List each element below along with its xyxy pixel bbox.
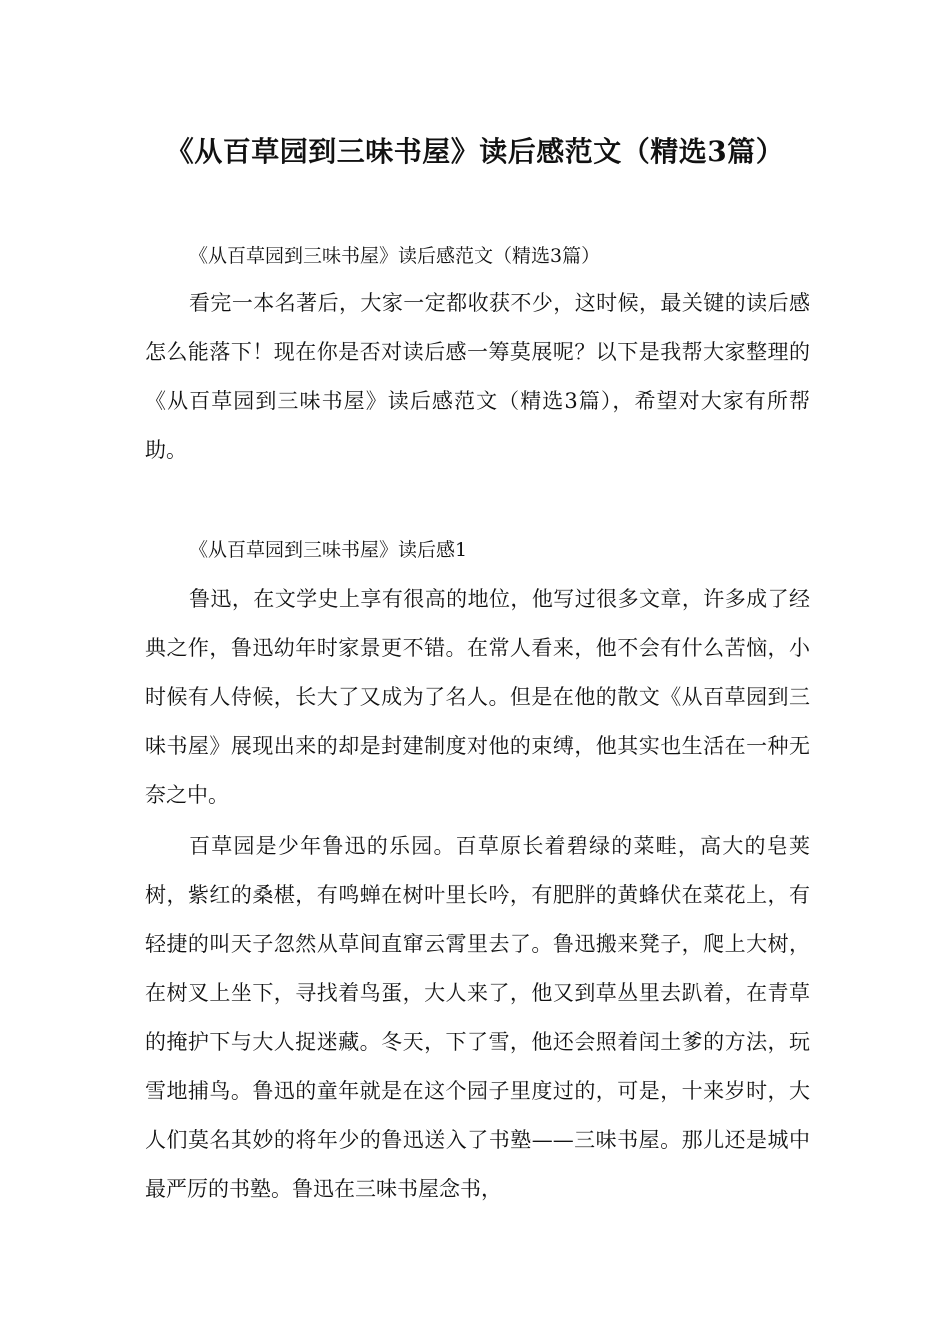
section1-paragraph-1: 鲁迅，在文学史上享有很高的地位，他写过很多文章，许多成了经典之作，鲁迅幼年时家景更不错。在常人看来，他不会有什么苦恼，小时候有人侍候，长大了又成为了名人。但是在他的散文《从百草园到三味书屋》展现出来的却是封建制度对他的束缚，他其实也生活在一种无奈之中。 bbox=[145, 587, 810, 807]
intro-paragraph: 看完一本名著后，大家一定都收获不少，这时候，最关键的读后感怎么能落下！现在你是否对读后感一筹莫展呢？以下是我帮大家整理的《从百草园到三味书屋》读后感范文（精选3篇），希望对大家有所帮助。 bbox=[145, 291, 810, 462]
document-subtitle: 《从百草园到三味书屋》读后感范文（精选3篇） bbox=[189, 245, 601, 267]
document-title: 《从百草园到三味书屋》读后感范文（精选3篇） bbox=[165, 135, 785, 168]
section1-paragraph-2: 百草园是少年鲁迅的乐园。百草原长着碧绿的菜畦，高大的皂荚树，紫红的桑椹，有鸣蝉在树叶里长吟，有肥胖的黄蜂伏在菜花上，有轻捷的叫天子忽然从草间直窜云霄里去了。鲁迅搬来凳子，爬上大树，在树叉上坐下，寻找着鸟蛋，大人来了，他又到草丛里去趴着，在青草的掩护下与大人捉迷藏。冬天，下了雪，他还会照着闰土爹的方法，玩雪地捕鸟。鲁迅的童年就是在这个园子里度过的，可是，十来岁时，大人们莫名其妙的将年少的鲁迅送入了书塾——三味书屋。那儿还是城中最严厉的书塾。鲁迅在三味书屋念书， bbox=[145, 834, 810, 1201]
section-heading-1: 《从百草园到三味书屋》读后感1 bbox=[189, 539, 468, 561]
